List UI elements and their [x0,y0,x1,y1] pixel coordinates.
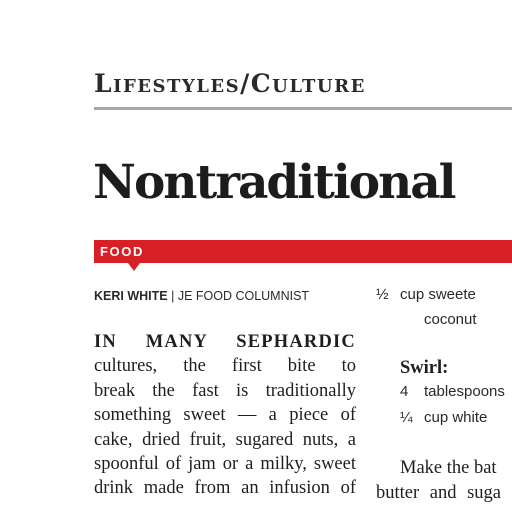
ingredient-continuation: coconut [424,311,477,328]
ingredient-qty: ½ [376,286,389,303]
section-divider [94,107,512,110]
method-line: butter and suga [376,483,502,503]
ingredient-item [376,285,476,305]
author-name: KERI WHITE [94,289,168,303]
body-line: drink made from an infusion of [94,478,356,499]
section-title: Lifestyles/Culture [94,69,366,98]
ingredient-name: cup sweete [400,286,476,303]
article-headline: Nontraditional [93,155,455,210]
byline [94,287,309,305]
body-line: cultures, the first bite to [94,356,356,377]
body-line: break the fast is traditionally [94,380,356,401]
ingredient-item [400,382,505,402]
category-label: FOOD [100,244,144,259]
ingredient-item [400,408,487,428]
ingredient-name: cup white [424,409,488,426]
body-line: cake, dried fruit, sugared nuts, a [94,429,356,450]
category-pointer [128,263,140,271]
ingredient-qty: 4 [400,383,409,400]
article-body-column [94,330,356,501]
body-line: IN MANY SEPHARDIC [94,332,356,352]
category-banner [94,240,512,263]
author-role: JE FOOD COLUMNIST [177,289,310,303]
body-line: something sweet — a piece of [94,405,356,426]
method-line: Make the bat [400,458,497,478]
ingredient-qty: ¼ [400,409,413,426]
ingredient-name: tablespoons [424,383,505,400]
swirl-heading: Swirl: [400,358,449,378]
body-line: spoonful of jam or a milky, sweet [94,453,356,474]
byline-separator: | [167,289,178,303]
